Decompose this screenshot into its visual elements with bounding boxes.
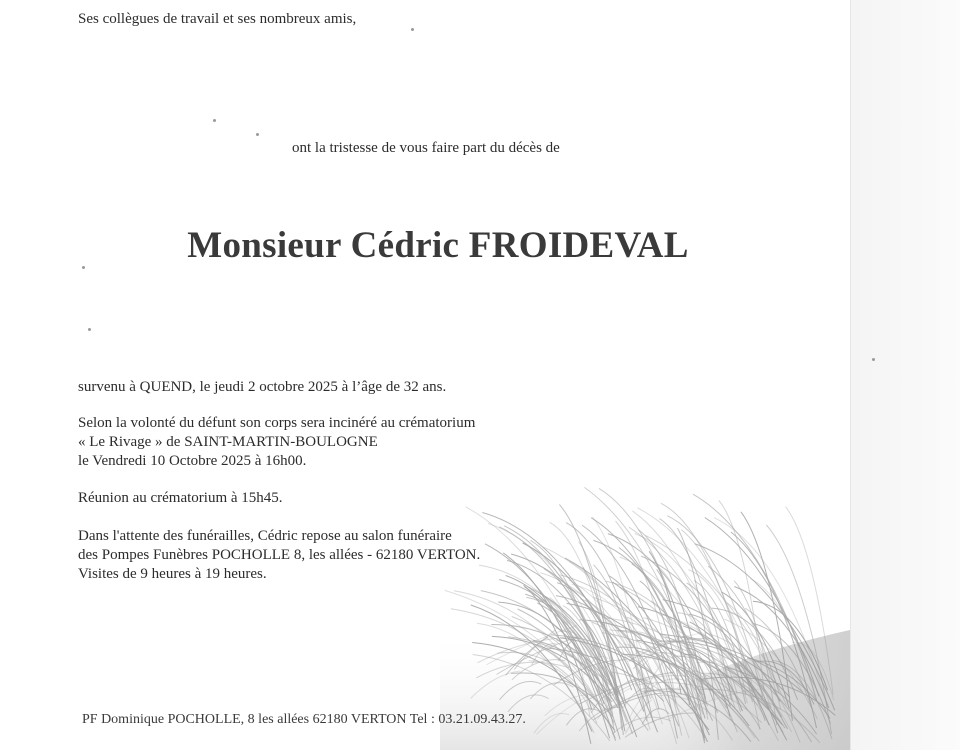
- scan-speck: [872, 358, 875, 361]
- scan-edge-strip: [850, 0, 960, 750]
- rest-line-2: des Pompes Funèbres POCHOLLE 8, les allées - 62180 VERTON.: [78, 547, 481, 563]
- opening-line: Ses collègues de travail et ses nombreux amis,: [78, 11, 357, 27]
- cremation-line-3: le Vendredi 10 Octobre 2025 à 16h00.: [78, 453, 307, 469]
- scan-speck: [82, 266, 85, 269]
- deceased-name: Monsieur Cédric FROIDEVAL: [187, 225, 689, 266]
- scan-speck: [411, 28, 414, 31]
- cremation-line-1: Selon la volonté du défunt son corps sera incinéré au crématorium: [78, 415, 476, 431]
- rest-line-3: Visites de 9 heures à 19 heures.: [78, 566, 267, 582]
- scan-speck: [213, 119, 216, 122]
- funeral-home-footer: PF Dominique POCHOLLE, 8 les allées 62180 VERTON Tel : 03.21.09.43.27.: [82, 712, 526, 727]
- scan-speck: [256, 133, 259, 136]
- cremation-line-2: « Le Rivage » de SAINT-MARTIN-BOULOGNE: [78, 434, 378, 450]
- meeting-line: Réunion au crématorium à 15h45.: [78, 490, 283, 506]
- announcement-line: ont la tristesse de vous faire part du décès de: [292, 140, 560, 156]
- death-line: survenu à QUEND, le jeudi 2 octobre 2025 à l’âge de 32 ans.: [78, 379, 447, 395]
- rest-line-1: Dans l'attente des funérailles, Cédric repose au salon funéraire: [78, 528, 452, 544]
- scan-speck: [88, 328, 91, 331]
- dune-grass-illustration: [440, 480, 850, 750]
